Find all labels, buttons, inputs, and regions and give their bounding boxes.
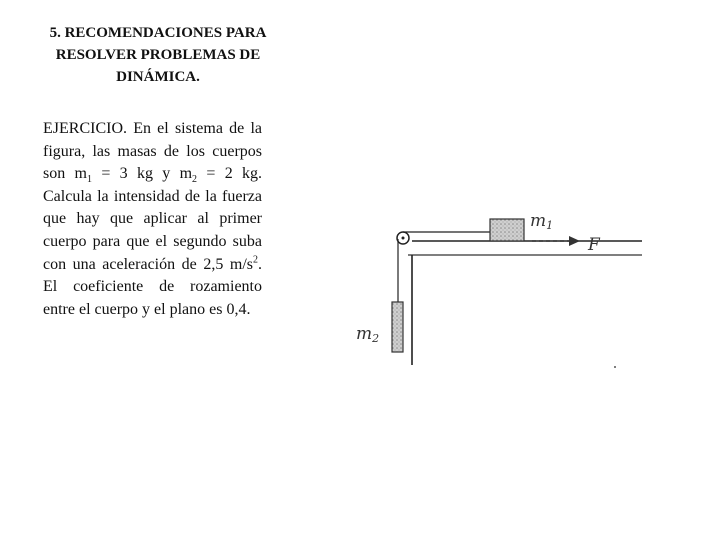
exercise-text-3: = 2 kg. Calcula la intensidad de la fuerza que hay que aplicar al primer cuerpo para que el segundo suba con una aceleración de 2,5 m/s — [43, 165, 263, 273]
physics-figure — [340, 195, 660, 385]
exercise-text-2: = 3 kg y m — [92, 165, 193, 183]
label-m1-sub: 1 — [546, 219, 554, 232]
page-title: 5. RECOMENDACIONES PARA RESOLVER PROBLEMAS DE DINÁMICA. — [49, 25, 267, 85]
label-m1: m — [530, 211, 547, 231]
svg-text:m2 — [356, 324, 379, 345]
exercise-lead: EJERCICIO. — [43, 120, 127, 137]
exercise-text-4: . El coeficiente de rozamiento entre el cuerpo y el plano es 0,4. — [43, 255, 262, 318]
block-m1 — [490, 219, 524, 241]
exercise-sup-1: 2 — [253, 254, 258, 266]
exercise-text-1: En el sistema de la figura, las masas de los cuerpos son m — [43, 120, 262, 183]
exercise-statement — [43, 118, 262, 321]
label-m2-sub: 2 — [372, 332, 380, 345]
exercise-sub-2: 2 — [192, 174, 198, 186]
pulley-axle — [402, 237, 405, 240]
label-m2: m — [356, 324, 373, 344]
svg-text:m1 — [530, 211, 553, 232]
block-m2 — [392, 302, 403, 352]
label-force: F — [588, 235, 600, 255]
scan-speck — [614, 366, 616, 368]
exercise-sub-1: 1 — [87, 174, 92, 186]
force-arrowhead-icon — [569, 236, 580, 246]
